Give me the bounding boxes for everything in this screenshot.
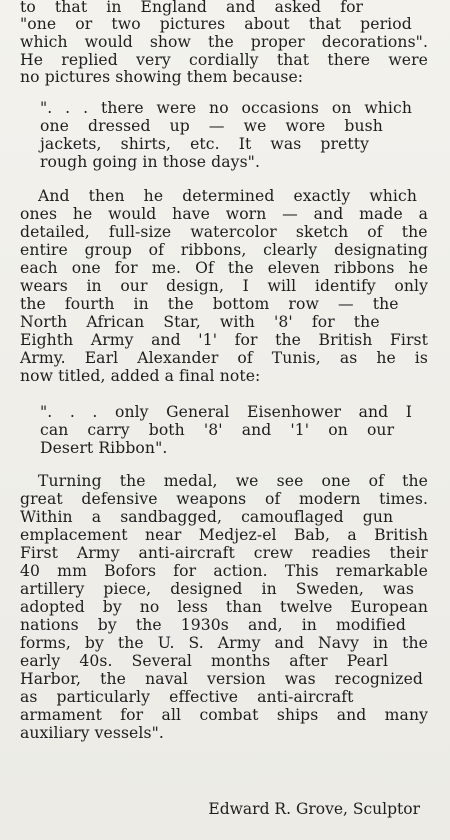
quote-line: ". . . only General Eisenhower and I: [40, 403, 413, 421]
body-line: Turning the medal, we see one of the: [38, 472, 428, 490]
body-line: Army. Earl Alexander of Tunis, as he is: [20, 349, 428, 367]
body-line: now titled, added a final note:: [20, 367, 261, 385]
body-line: adopted by no less than twelve European: [20, 598, 429, 616]
body-line: 40 mm Bofors for action. This remarkable: [20, 562, 428, 580]
quote-line: jackets, shirts, etc. It was pretty: [40, 135, 370, 153]
quote-line: one dressed up — we wore bush: [40, 117, 383, 135]
body-line: great defensive weapons of modern times.: [20, 490, 429, 508]
body-line: early 40s. Several months after Pearl: [20, 652, 389, 670]
body-line: "one or two pictures about that period: [20, 15, 412, 33]
body-line: nations by the 1930s and, in modified: [20, 616, 406, 634]
body-line: And then he determined exactly which: [38, 187, 417, 205]
quote-line: rough going in those days".: [40, 153, 260, 171]
body-line: forms, by the U. S. Army and Navy in the: [20, 634, 429, 652]
body-line: Harbor, the naval version was recognized: [20, 670, 423, 688]
body-line: North African Star, with '8' for the: [20, 313, 380, 331]
body-line: as particularly effective anti-aircraft: [20, 688, 354, 706]
body-line: emplacement near Medjez-el Bab, a British: [20, 526, 429, 544]
quote-line: ". . . there were no occasions on which: [40, 99, 412, 117]
body-line: ones he would have worn — and made a: [20, 205, 428, 223]
quote-line: can carry both '8' and '1' on our: [40, 421, 395, 439]
body-line: which would show the proper decorations".: [20, 33, 428, 51]
body-line: First Army anti-aircraft crew readies their: [20, 544, 428, 562]
body-line: to that in England and asked for: [20, 0, 364, 16]
body-line: He replied very cordially that there were: [20, 51, 428, 69]
body-line: the fourth in the bottom row — the: [20, 295, 399, 313]
quote-line: Desert Ribbon".: [40, 439, 168, 457]
body-line: no pictures showing them because:: [20, 68, 304, 86]
body-line: wears in our design, I will identify only: [20, 277, 428, 295]
body-line: armament for all combat ships and many: [20, 706, 428, 724]
body-line: artillery piece, designed in Sweden, was: [20, 580, 414, 598]
body-line: each one for me. Of the eleven ribbons he: [20, 259, 429, 277]
body-line: Within a sandbagged, camouflaged gun: [20, 508, 394, 526]
signature: Edward R. Grove, Sculptor: [208, 800, 420, 818]
body-line: entire group of ribbons, clearly designating: [20, 241, 428, 259]
body-line: auxiliary vessels".: [20, 724, 164, 742]
body-line: Eighth Army and '1' for the British First: [20, 331, 429, 349]
body-line: detailed, full-size watercolor sketch of the: [20, 223, 428, 241]
